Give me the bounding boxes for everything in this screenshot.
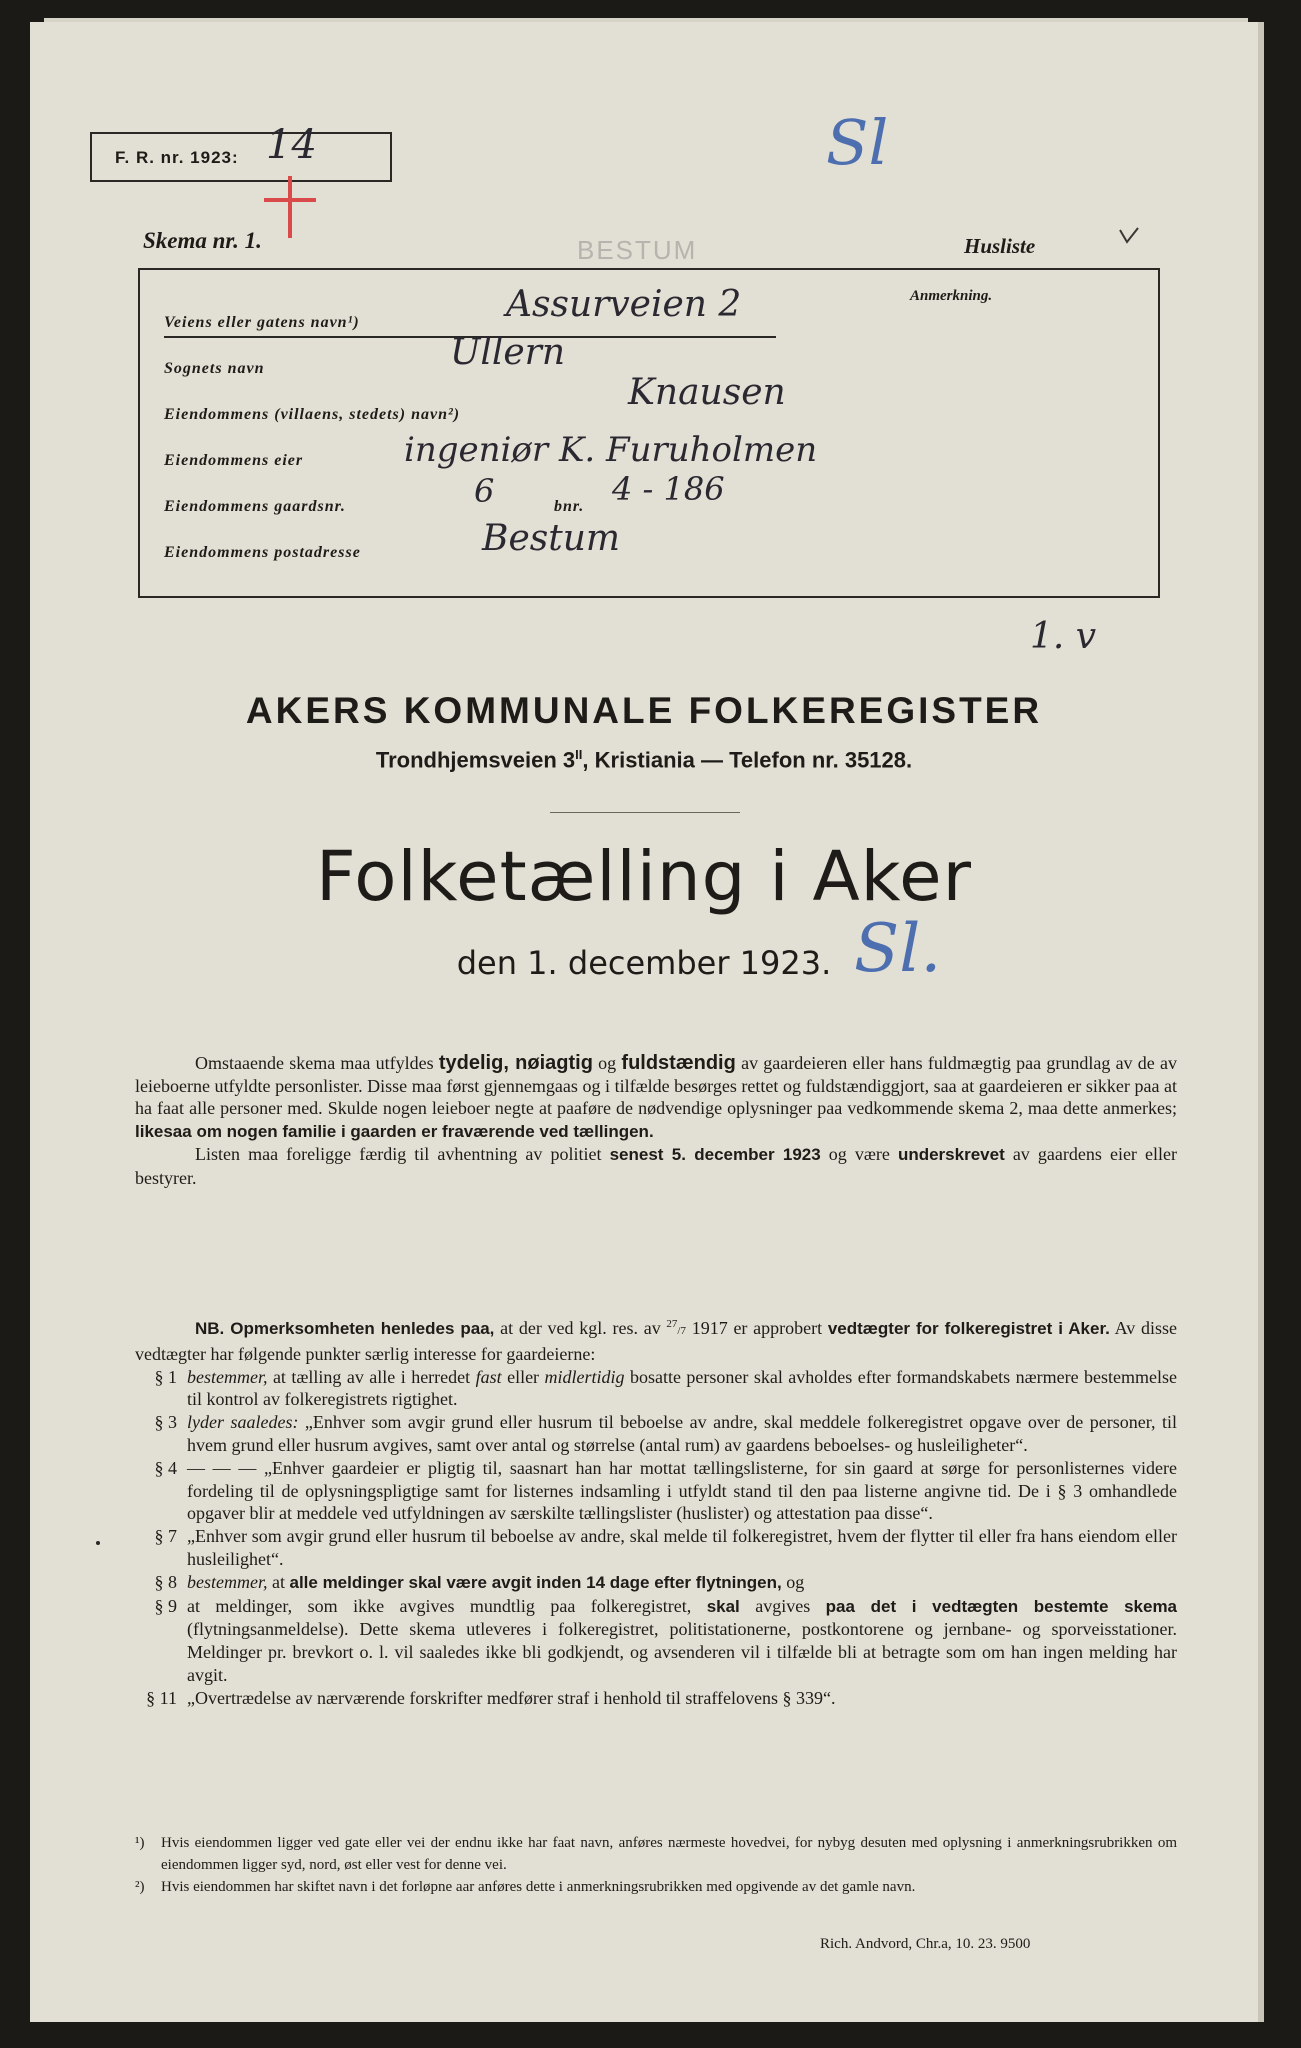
- para-8-text: [187, 1571, 1177, 1595]
- p9-b1: skal: [706, 1596, 740, 1616]
- skema-number: Skema nr. 1.: [143, 228, 262, 253]
- p8-t1: at: [267, 1571, 290, 1592]
- p1-t2: eller: [501, 1366, 545, 1387]
- para-1-number: § 1: [154, 1366, 177, 1387]
- fr-number-value: 14: [266, 122, 317, 168]
- footnote-2-mark: ²): [135, 1879, 145, 1895]
- para-3-number: § 3: [154, 1412, 177, 1433]
- property-name-label: Eiendommens (villaens, stedets) navn²): [164, 406, 461, 423]
- bnr-label: bnr.: [554, 498, 585, 515]
- p3-t1: „Enhver som avgir grund eller husrum til beboelse av andre, skal meddele folkeregistret opgave over de personer, til hvem grund eller husrum avgives, samt over antal og størrelse (antal rum) av gaardens beboelses- og husleiligheter“.: [187, 1412, 1178, 1455]
- margin-dot: [96, 1541, 100, 1545]
- p3-i1: lyder saaledes:: [187, 1412, 299, 1433]
- intro-t6: av gaardens eier eller bestyrer.: [135, 1144, 1177, 1188]
- para-1-text: [187, 1366, 1177, 1412]
- p9-b2: paa det i vedtægten bestemte skema: [825, 1596, 1178, 1616]
- intro-b5: underskrevet: [897, 1145, 1005, 1164]
- intro-t1: Omstaaende skema maa utfyldes: [195, 1053, 439, 1073]
- footnote-2-text: Hvis eiendommen har skiftet navn i det forløpne aar anføres dette i anmerkningsrubrikken med opgivende av det gamle navn.: [161, 1879, 916, 1895]
- para-9-text: [187, 1595, 1177, 1687]
- margin-mark: 1. v: [1030, 616, 1097, 657]
- bestum-stamp: BESTUM: [577, 235, 698, 265]
- regulations-section: [135, 1313, 1177, 1710]
- office-address: [30, 747, 1258, 773]
- initials-date: Sl.: [854, 910, 942, 987]
- para-4-text: — — — „Enhver gaardeier er pligtig til, saasnart han har mottat tællingslisterne, for sin gaard at sørge for personlisternes videre fordeling til de oplysningspligtige samt for listernes indsamling i utfyldt stand til den paa listerne angivne tid. De i § 3 omhandlede opgaver blir at meddele ved utfyldningen av særskilte tællingslister (huslister) og attestation paa disse“.: [187, 1457, 1177, 1524]
- p9-t1: at meldinger, som ikke avgives mundtlig paa folkeregistret,: [187, 1595, 707, 1616]
- p9-t2: avgives: [739, 1595, 826, 1616]
- p8-b1: alle meldinger skal være avgit inden 14 dage efter flytningen,: [289, 1572, 782, 1592]
- p1-t1: at tælling av alle i herredet: [267, 1366, 476, 1387]
- main-title: Folketælling i Aker: [316, 837, 972, 917]
- p1-t3: bosatte personer skal avholdes efter formandskabets nærmere bestemmelse til kontrol av folkeregistrets rigtighet.: [187, 1366, 1177, 1410]
- title-divider: [550, 812, 740, 813]
- nb-paragraph: [135, 1313, 1177, 1366]
- property-name-value: Knausen: [628, 372, 786, 413]
- intro-b2: fuldstændig: [621, 1052, 736, 1074]
- census-date: den 1. december 1923.: [456, 944, 832, 982]
- footnote-1-text: Hvis eiendommen ligger ved gate eller vei der endnu ikke har faat navn, anføres nærmeste hovedvei, for nybyg desuten med oplysning i anmerkningsrubrikken om eiendommen ligger syd, nord, øst eller vest for denne vei.: [161, 1835, 1177, 1873]
- para-4-number: § 4: [154, 1457, 177, 1478]
- initials-top: Sl: [826, 106, 889, 179]
- footnotes: [135, 1832, 1177, 1898]
- p1-i1: bestemmer,: [187, 1366, 268, 1387]
- intro-t2: og: [592, 1053, 622, 1073]
- intro-b3: likesaa om nogen familie i gaarden er fraværende ved tællingen.: [135, 1121, 654, 1141]
- paragraph-11: [135, 1687, 1177, 1710]
- para-9-number: § 9: [154, 1595, 177, 1616]
- road-name-label: Veiens eller gatens navn¹): [164, 314, 360, 331]
- footnote-2: [135, 1876, 1177, 1898]
- address-sup: II: [575, 747, 583, 762]
- nb-sup1: 27: [666, 1318, 678, 1330]
- address-post: , Kristiania — Telefon nr. 35128.: [582, 747, 913, 773]
- intro-t4: Listen maa foreligge færdig til avhentning av politiet: [195, 1144, 610, 1164]
- paragraph-4: [135, 1457, 1177, 1525]
- intro-paragraph: [135, 1052, 1177, 1189]
- postal-address-label: Eiendommens postadresse: [164, 544, 361, 561]
- fr-label: F. R. nr. 1923:: [115, 148, 239, 167]
- p1-i3: midlertidig: [544, 1366, 625, 1387]
- intro-b1: tydelig, nøiagtig: [438, 1052, 593, 1074]
- red-cross-mark: [260, 172, 320, 242]
- p1-i2: fast: [475, 1366, 502, 1387]
- farm-number-label: Eiendommens gaardsnr.: [164, 498, 346, 515]
- document-sheet: [30, 22, 1258, 2022]
- parish-label: Sognets navn: [164, 360, 265, 377]
- bnr-value: 4 - 186: [612, 470, 725, 508]
- parish-value: Ullern: [450, 332, 566, 373]
- p8-i1: bestemmer,: [187, 1571, 268, 1592]
- printer-imprint: Rich. Andvord, Chr.a, 10. 23. 9500: [820, 1936, 1031, 1952]
- paragraph-8: [135, 1571, 1177, 1595]
- para-7-number: § 7: [154, 1526, 177, 1547]
- check-mark: [1118, 226, 1140, 246]
- office-title: AKERS KOMMUNALE FOLKEREGISTER: [245, 690, 1043, 731]
- paragraph-1: [135, 1366, 1177, 1412]
- farm-number-value: 6: [474, 472, 495, 510]
- p8-t2: og: [781, 1571, 805, 1592]
- road-name-value: Assurveien 2: [506, 284, 742, 325]
- intro-b4: senest 5. december 1923: [609, 1145, 821, 1164]
- para-8-number: § 8: [154, 1571, 177, 1592]
- postal-address-value: Bestum: [482, 518, 621, 559]
- footnote-1-mark: ¹): [135, 1835, 145, 1851]
- nb-b2: vedtægter for folkeregistret i Aker.: [827, 1319, 1110, 1338]
- nb-t1: at der ved kgl. res. av: [494, 1318, 667, 1338]
- husliste-label: Husliste: [964, 234, 1036, 258]
- nb-t3: Av disse vedtægter har følgende punkter særlig interesse for gaardeierne:: [135, 1318, 1177, 1364]
- nb-b1: NB. Opmerksomheten henledes paa,: [195, 1319, 495, 1338]
- address-pre: Trondhjemsveien 3: [375, 747, 576, 773]
- paragraph-7: [135, 1525, 1177, 1571]
- footnote-1: [135, 1832, 1177, 1876]
- para-3-text: [187, 1411, 1177, 1457]
- owner-value: ingeniør K. Furuholmen: [404, 430, 818, 470]
- nb-sub1: /7: [677, 1325, 686, 1337]
- intro-t3: av gaardeieren eller hans fuldmægtig paa grundlag av de av leieboerne utfyldte personlister. Disse maa først gjennemgaas og i tilfælde besørges rettet og fuldstændiggjort, saa at gaardeieren er sikker paa at ha faat alle personer med. Skulde nogen leieboer negte at paaføre de nødvendige oplysninger paa vedkommende skema 2, maa dette anmerkes;: [135, 1053, 1178, 1118]
- p9-t3: (flytningsanmeldelse). Dette skema utleveres i folkeregistret, politistationerne, postkontorene og jernbane- og sporveisstationer. Meldinger pr. brevkort o. l. vil saaledes ikke bli godkjendt, og avsenderen vil i tilfælde bli at betragte som om han ingen melding har avgit.: [187, 1619, 1177, 1685]
- owner-label: Eiendommens eier: [164, 452, 304, 469]
- intro-t5: og være: [820, 1144, 898, 1164]
- para-11-number: § 11: [146, 1687, 177, 1708]
- para-7-text: „Enhver som avgir grund eller husrum til beboelse av andre, skal melde til folkeregistret, hvem der flytter til eller fra hans eiendom eller husleilighet“.: [187, 1526, 1177, 1569]
- para-11-text: „Overtrædelse av nærværende forskrifter medfører straf i henhold til straffelovens § 339“.: [187, 1687, 836, 1708]
- paragraph-3: [135, 1411, 1177, 1457]
- paragraph-9: [135, 1595, 1177, 1687]
- nb-t2: 1917 er approbert: [685, 1318, 828, 1338]
- anmerkning-label: Anmerkning.: [910, 288, 993, 304]
